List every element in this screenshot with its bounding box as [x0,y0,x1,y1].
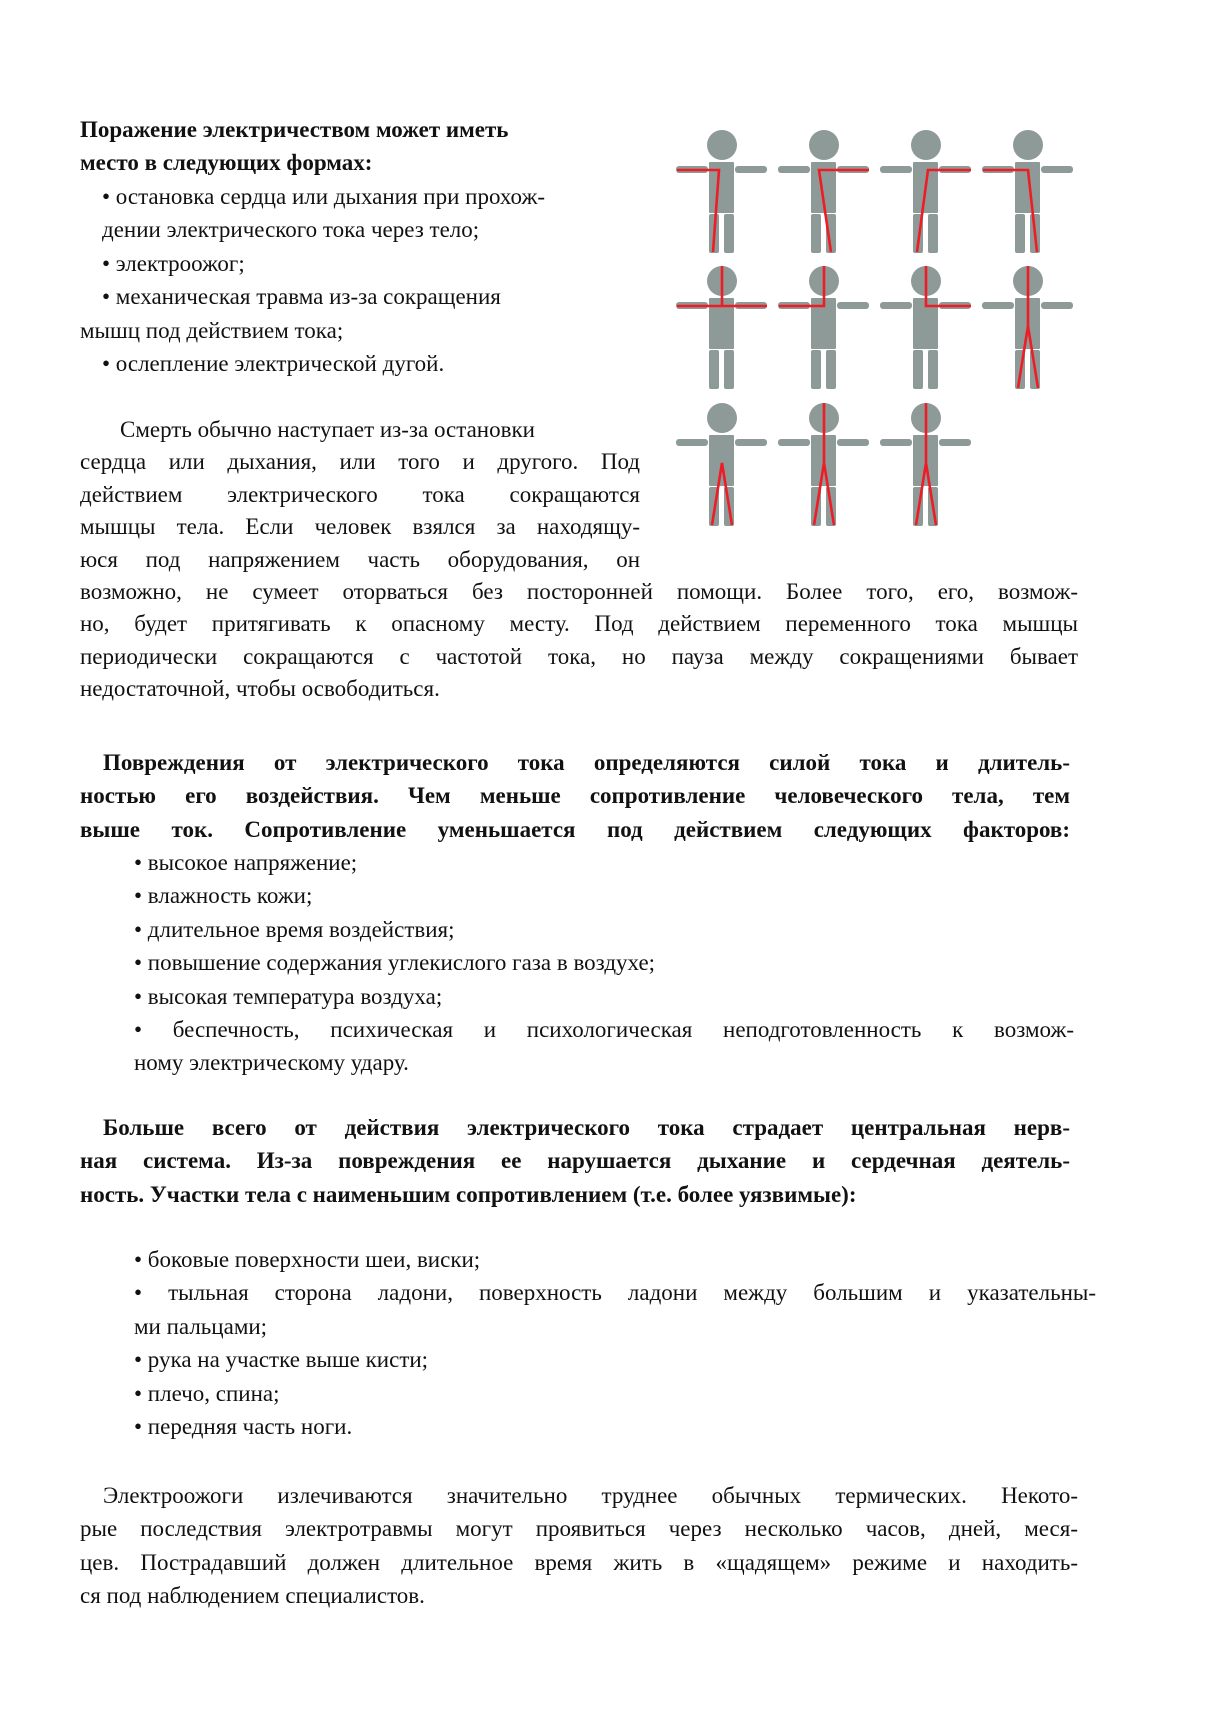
paragraph-line: периодически сокращаются с частотой тока, но пауза между сокращениями бывает [80,643,1078,669]
list-item: • длительное время воздействия; [134,916,455,942]
paragraph-line: недостаточной, чтобы освободиться. [80,676,440,702]
list-item-continuation: ми пальцами; [134,1313,268,1339]
human-figure-icon [876,403,976,528]
list-item-continuation: дении электрического тока через тело; [102,217,480,243]
list-item: • передняя часть ноги. [134,1414,353,1440]
current-path-figures-grid [672,130,1082,530]
resistance-heading [80,746,1070,846]
body-figure-head-to-both-legs [978,266,1078,391]
closing-paragraph [80,1479,1078,1613]
human-figure-icon [978,130,1078,255]
list-item: • ослепление электрической дугой. [102,351,445,377]
paragraph-line: возможно, не сумеет оторваться без посторонней помощи. Более того, его, возмож- [80,579,1078,604]
list-item: • высокая температура воздуха; [134,983,443,1009]
body-figure-leg-to-leg [672,403,772,528]
paragraph-line: но, будет притягивать к опасному месту. Под действием переменного тока мышцы [80,611,1078,637]
human-figure-icon [876,130,976,255]
heading-line: Повреждения от электрического тока определяются силой тока и длитель- [103,750,1070,775]
paragraph-line: Смерть обычно наступает из-за остановки [120,417,535,442]
paragraph-line: рые последствия электротравмы могут проявиться через несколько часов, дней, меся- [80,1516,1078,1542]
body-figure-right-arm-to-right-leg [774,130,874,255]
human-figure-icon [876,266,976,391]
paragraph-line: Электроожоги излечиваются значительно труднее обычных термических. Некото- [103,1483,1078,1508]
list-item: • тыльная сторона ладони, поверхность ладони между большим и указательны- [134,1280,1096,1306]
death-paragraph-narrow [80,414,640,576]
human-figure-icon [672,130,772,255]
heading-line: ность. Участки тела с наименьшим сопротивлением (т.е. более уязвимые): [80,1181,857,1207]
human-figure-icon [672,266,772,391]
body-figure-head-to-both-legs [774,403,874,528]
human-figure-icon [672,403,772,528]
paragraph-line: юся под напряжением часть оборудования, он [80,546,640,572]
vulnerable-heading [80,1111,1070,1211]
human-figure-icon [978,266,1078,391]
list-item: • плечо, спина; [134,1380,280,1406]
list-item: • боковые поверхности шеи, виски; [134,1247,481,1272]
vulnerable-areas-list [134,1243,1096,1443]
list-item: • механическая травма из-за сокращения [102,284,501,310]
list-item: • влажность кожи; [134,883,313,909]
list-item-continuation: ному электрическому удару. [134,1050,409,1076]
body-figure-head-to-both-legs [876,403,976,528]
heading-line: Больше всего от действия электрического тока страдает центральная нерв- [103,1115,1070,1140]
list-item: • высокое напряжение; [134,850,358,875]
paragraph-line: действием электрического тока сокращаются [80,481,640,507]
list-item: • повышение содержания углекислого газа в воздухе; [134,950,656,976]
body-figure-head-to-left-arm [774,266,874,391]
heading-line: ная система. Из-за повреждения ее нарушается дыхание и сердечная деятель- [80,1148,1070,1174]
paragraph-line: сердца или дыхания, или того и другого. Под [80,449,640,475]
list-item: • электроожог; [102,250,245,276]
paragraph-line: цев. Пострадавший должен длительное время жить в «щадящем» режиме и находить- [80,1549,1078,1575]
paragraph-line: мышцы тела. Если человек взялся за находящу- [80,514,640,540]
human-figure-icon [774,130,874,255]
body-figure-right-arm-to-left-leg [876,130,976,255]
body-figure-left-arm-to-right-leg [978,130,1078,255]
human-figure-icon [774,403,874,528]
list-item: • беспечность, психическая и психологическая неподготовленность к возмож- [134,1017,1074,1043]
intro-heading-line: Поражение электричеством может иметь [80,117,509,142]
paragraph-line: ся под наблюдением специалистов. [80,1583,425,1609]
list-item-continuation: мышц под действием тока; [80,317,344,343]
heading-line: ностью его воздействия. Чем меньше сопротивление человеческого тела, тем [80,783,1070,809]
human-figure-icon [774,266,874,391]
body-figure-head-to-right-arm [876,266,976,391]
body-figure-head-to-both-arms [672,266,772,391]
resistance-factors-list [134,846,1074,1080]
list-item: • остановка сердца или дыхания при прохож- [102,184,545,209]
forms-list [80,180,650,380]
death-paragraph-wide [80,576,1078,706]
heading-line: выше ток. Сопротивление уменьшается под действием следующих факторов: [80,816,1070,842]
list-item: • рука на участке выше кисти; [134,1347,429,1373]
body-figure-left-arm-to-left-leg [672,130,772,255]
intro-heading [80,113,640,180]
intro-heading-line: место в следующих формах: [80,150,373,176]
